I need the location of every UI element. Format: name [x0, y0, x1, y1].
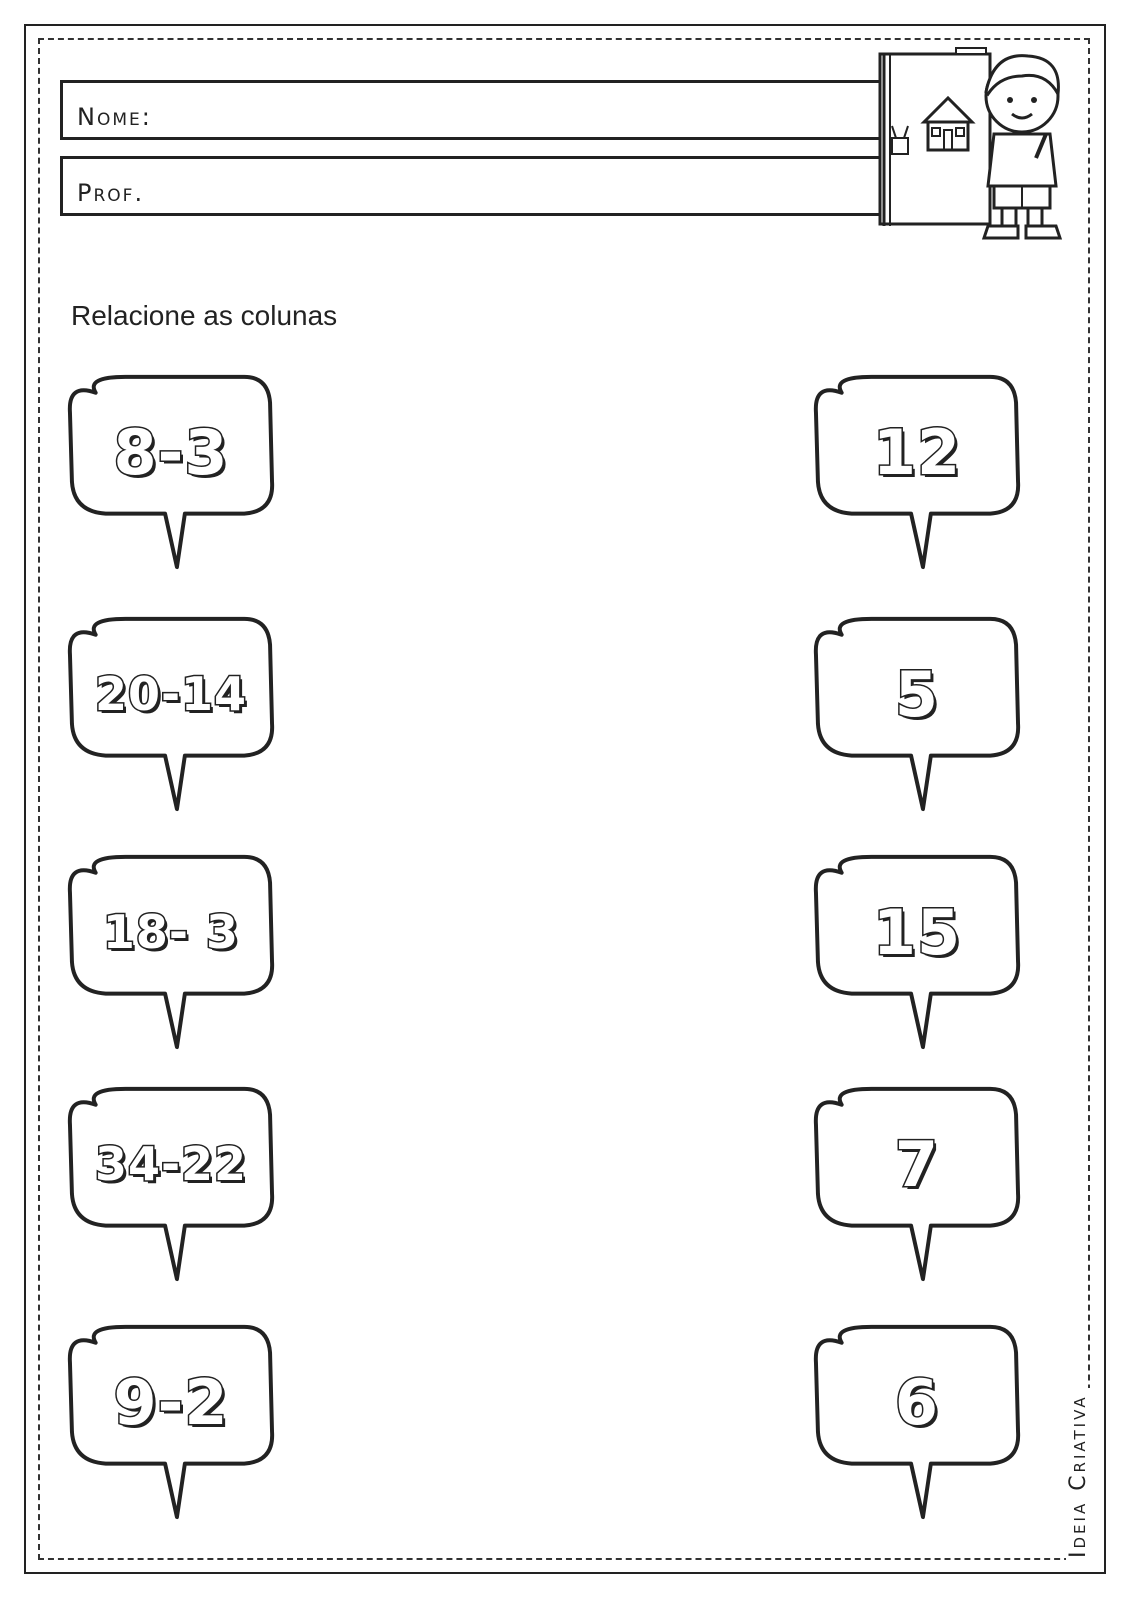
right-bubble[interactable] [812, 1322, 1022, 1522]
left-bubble-text: 20-14 [94, 667, 248, 721]
left-bubble-text: 18- 3 [102, 905, 240, 959]
right-bubble-text: 5 [894, 657, 940, 731]
right-bubble[interactable] [812, 372, 1022, 572]
left-bubble[interactable] [66, 614, 276, 814]
right-bubble-text: 15 [872, 895, 962, 969]
left-bubble[interactable] [66, 852, 276, 1052]
child-easel-illustration [876, 46, 1086, 246]
left-bubble-text: 34-22 [94, 1137, 248, 1191]
right-bubble-text: 6 [894, 1365, 940, 1439]
left-bubble-text: 8-3 [113, 415, 229, 489]
credit-text: Ideia Criativa [1066, 1388, 1091, 1564]
left-bubble[interactable] [66, 1084, 276, 1284]
name-label: Nome: [77, 103, 152, 131]
right-bubble-text: 12 [872, 415, 962, 489]
name-field[interactable] [60, 80, 892, 140]
right-bubble[interactable] [812, 1084, 1022, 1284]
right-bubble-text: 7 [894, 1127, 940, 1201]
teacher-label: Prof. [77, 179, 145, 207]
teacher-field[interactable] [60, 156, 892, 216]
instruction-text: Relacione as colunas [71, 300, 338, 331]
right-bubble[interactable] [812, 852, 1022, 1052]
left-bubble-text: 9-2 [113, 1365, 229, 1439]
left-bubble[interactable] [66, 372, 276, 572]
left-bubble[interactable] [66, 1322, 276, 1522]
right-bubble[interactable] [812, 614, 1022, 814]
